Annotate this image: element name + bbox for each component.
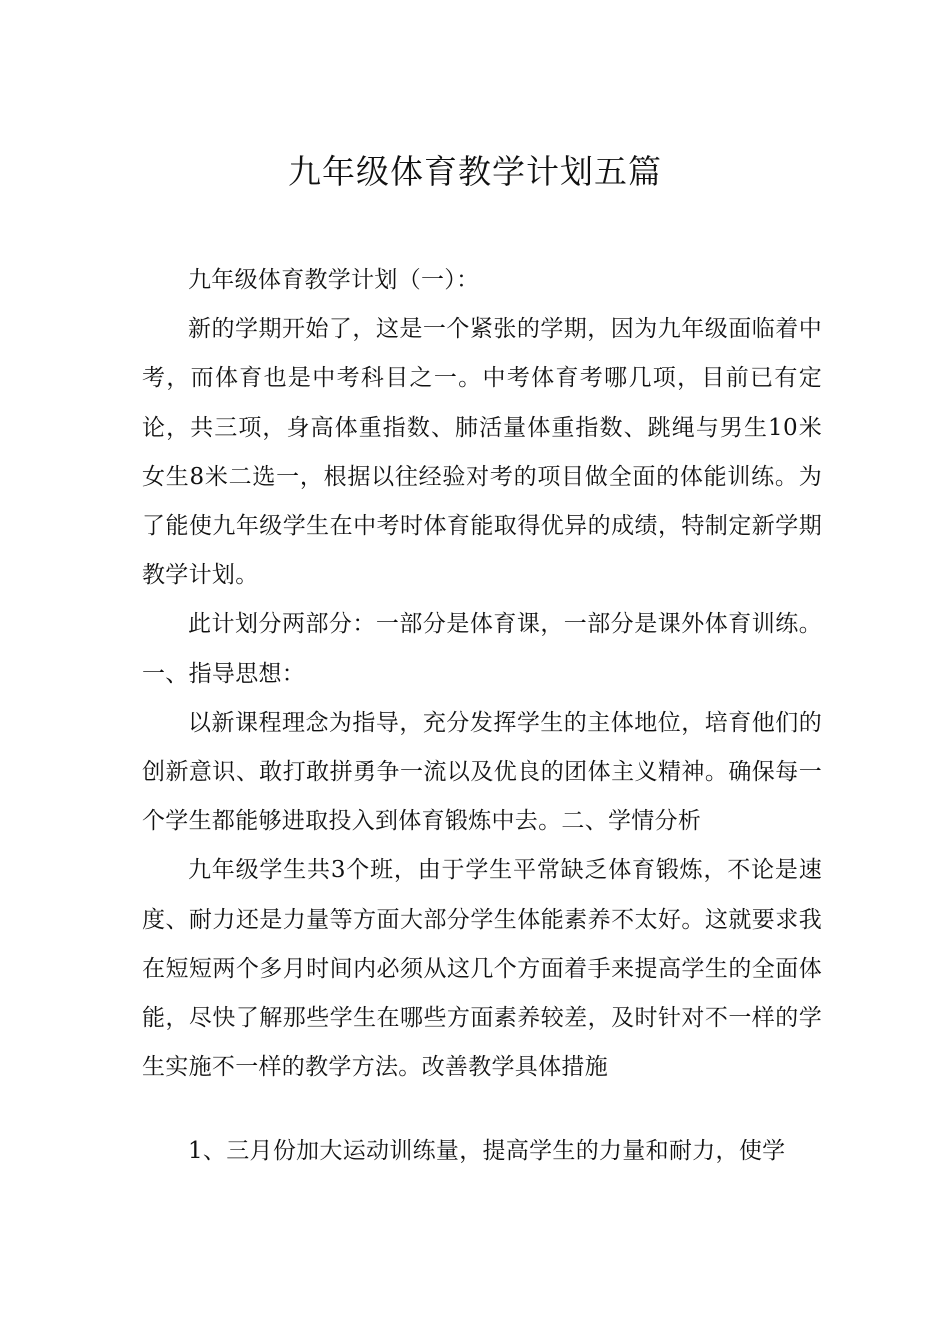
paragraph-guiding-idea: 以新课程理念为指导，充分发挥学生的主体地位，培育他们的创新意识、敢打敢拼勇争一流以及优良的团体主义精神。确保每一个学生都能够进取投入到体育锻炼中去。二、学情分析 <box>142 709 822 835</box>
section-heading: 九年级体育教学计划（一）： <box>188 267 480 293</box>
document-title: 九年级体育教学计划五篇 <box>288 152 662 191</box>
document-body <box>142 256 822 1177</box>
paragraph-student-analysis: 九年级学生共3个班，由于学生平常缺乏体育锻炼，不论是速度、耐力还是力量等方面大部分学生体能素养不太好。这就要求我在短短两个多月时间内必须从这几个方面着手来提高学生的全面体能，尽快了解那些学生在哪些方面素养较差，及时针对不一样的学生实施不一样的教学方法。改善教学具体措施 <box>142 857 822 1081</box>
paragraph-intro: 新的学期开始了，这是一个紧张的学期，因为九年级面临着中考，而体育也是中考科目之一。中考体育考哪几项，目前已有定论，共三项，身高体重指数、肺活量体重指数、跳绳与男生10米女生8米二选一，根据以往经验对考的项目做全面的体能训练。为了能使九年级学生在中考时体育能取得优异的成绩，特制定新学期教学计划。 <box>142 316 822 589</box>
paragraph-plan-parts: 此计划分两部分：一部分是体育课，一部分是课外体育训练。一、指导思想： <box>142 611 822 687</box>
paragraph-measure-1: 1、三月份加大运动训练量，提高学生的力量和耐力，使学 <box>188 1138 786 1165</box>
